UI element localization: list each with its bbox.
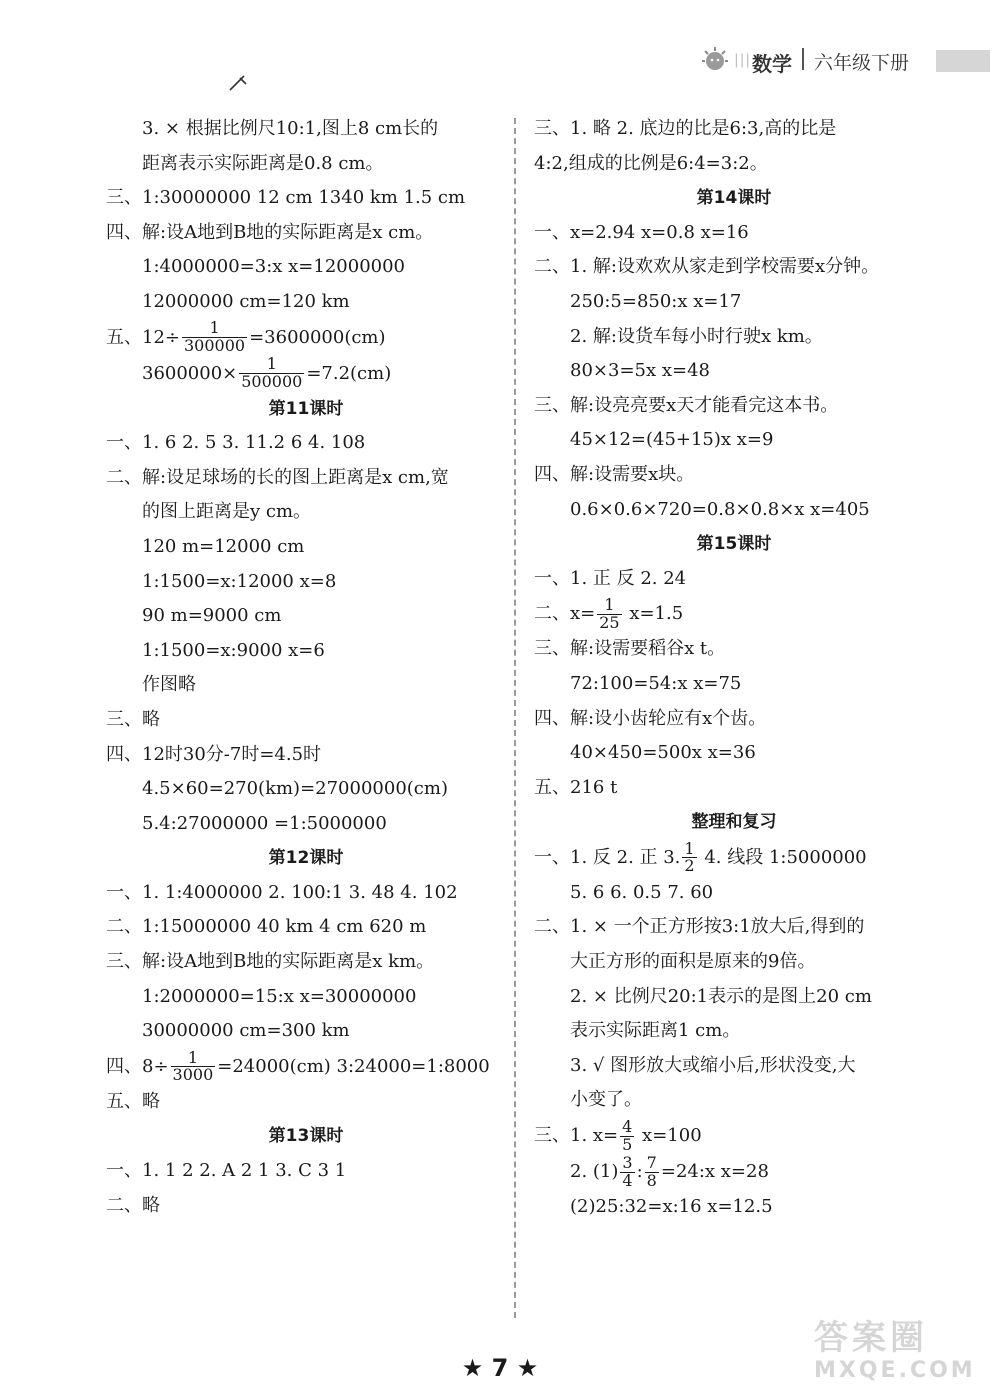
section-heading: 第12课时 (268, 848, 344, 869)
expr-text: 一、1. 反 2. 正 3. (534, 846, 681, 868)
answer-line: 二、1. × 一个正方形按3:1放大后,得到的 (534, 916, 865, 938)
pencil-mark-icon (226, 70, 250, 94)
answer-line: 一、1. 正 反 2. 24 (534, 567, 687, 589)
section-heading: 整理和复习 (691, 812, 777, 833)
answer-line-fraction (534, 840, 934, 876)
expr-text: =24:x x=28 (660, 1161, 769, 1183)
sun-mascot-icon (698, 46, 732, 74)
fraction-numerator: 1 (266, 354, 277, 374)
header-grade: 六年级下册 (814, 52, 910, 74)
fraction (182, 320, 247, 355)
page-number: ★ 7 ★ (461, 1354, 539, 1382)
answer-line-fraction (106, 356, 506, 392)
expr-text: =3600000(cm) (249, 326, 386, 348)
answer-line: 2. 解:设货车每小时行驶x km。 (570, 325, 823, 347)
answer-line: 二、1. 解:设欢欢从家走到学校需要x分钟。 (534, 256, 880, 278)
answer-line: 三、解:设需要稻谷x t。 (534, 638, 726, 660)
fraction-numerator: 3 (622, 1152, 633, 1172)
watermark-top-text: 答案圈 (814, 1318, 928, 1358)
answer-line: 12000000 cm=120 km (142, 290, 350, 312)
answer-line: 四、解:设需要x块。 (534, 463, 695, 485)
fraction-denominator: 500000 (241, 372, 303, 392)
answer-line: 四、解:设A地到B地的实际距离是x cm。 (106, 221, 434, 243)
expr-text: : (636, 1161, 643, 1183)
left-column (106, 112, 506, 1223)
right-column (534, 112, 934, 1225)
watermark-bottom-text: MXQE.COM (814, 1358, 976, 1383)
fraction-denominator: 2 (684, 856, 695, 876)
answer-line: 三、1. 略 2. 底边的比是6:3,高的比是 (534, 118, 837, 139)
answer-line: 3. √ 图形放大或缩小后,形状没变,大 (570, 1054, 856, 1076)
section-heading: 第14课时 (696, 188, 772, 209)
answer-line-fraction (534, 1118, 934, 1154)
expr-text: 四、8÷ (106, 1055, 169, 1077)
expr-text: x=1.5 (623, 603, 684, 625)
fraction (171, 1047, 216, 1085)
fraction-denominator: 5 (622, 1134, 633, 1154)
fraction (620, 1116, 634, 1154)
header-subject: 数学 (752, 52, 792, 76)
expr-text: 3600000× (142, 362, 238, 384)
fraction (645, 1152, 659, 1190)
fraction-numerator: 4 (622, 1116, 633, 1136)
header-grey-bar (936, 50, 990, 72)
answer-line: 250:5=850:x x=17 (570, 290, 742, 312)
expr-text: 二、x= (534, 603, 596, 625)
answer-line: 0.6×0.6×720=0.8×0.8×x x=405 (570, 498, 870, 520)
expr-text: =7.2(cm) (306, 362, 392, 384)
section-heading: 第13课时 (268, 1126, 344, 1147)
answer-line: 距离表示实际距离是0.8 cm。 (142, 152, 384, 174)
answer-line-fraction (106, 1049, 506, 1085)
page-header (690, 42, 990, 82)
fraction-numerator: 1 (209, 318, 220, 338)
answer-line: 作图略 (142, 674, 196, 696)
answer-line: 三、1:30000000 12 cm 1340 km 1.5 cm (106, 187, 466, 209)
answer-line: 1:2000000=15:x x=30000000 (142, 985, 417, 1007)
fraction-denominator: 4 (622, 1170, 633, 1190)
answer-line: 40×450=500x x=36 (570, 742, 756, 764)
answer-line: 四、12时30分-7时=4.5时 (106, 743, 322, 765)
answer-line: 120 m=12000 cm (142, 535, 305, 557)
fraction (682, 838, 696, 876)
answer-line: 大正方形的面积是原来的9倍。 (570, 951, 816, 973)
expr-text: x=100 (636, 1125, 702, 1147)
section-heading: 第11课时 (268, 398, 344, 419)
answer-line: 2. × 比例尺20:1表示的是图上20 cm (570, 985, 872, 1007)
answer-line: 1:4000000=3:x x=12000000 (142, 256, 406, 278)
answer-line: 二、解:设足球场的长的图上距离是x cm,宽 (106, 466, 449, 488)
answer-line-fraction (534, 596, 934, 632)
fraction-denominator: 8 (646, 1170, 657, 1190)
section-heading: 第15课时 (696, 534, 772, 555)
answer-line: 小变了。 (570, 1089, 642, 1111)
expr-text: 4. 线段 1:5000000 (698, 846, 867, 868)
expr-text: 2. (1) (570, 1161, 619, 1183)
answer-line: (2)25:32=x:16 x=12.5 (570, 1196, 773, 1218)
answer-line: 二、略 (106, 1194, 160, 1216)
answer-line: 4:2,组成的比例是6:4=3:2。 (534, 152, 768, 174)
answer-line: 四、解:设小齿轮应有x个齿。 (534, 707, 767, 729)
answer-line: 三、解:设亮亮要x天才能看完这本书。 (534, 394, 839, 416)
answer-line: 3. × 根据比例尺10:1,图上8 cm长的 (142, 118, 439, 139)
answer-line: 三、解:设A地到B地的实际距离是x km。 (106, 951, 435, 973)
header-separator (802, 48, 804, 70)
fraction-numerator: 1 (187, 1047, 198, 1067)
fraction-numerator: 1 (684, 838, 695, 858)
fraction (620, 1152, 634, 1190)
answer-line: 30000000 cm=300 km (142, 1020, 350, 1042)
column-divider (514, 118, 516, 1318)
answer-line: 二、1:15000000 40 km 4 cm 620 m (106, 916, 427, 938)
header-decoration-bars: ||| (734, 52, 752, 68)
expr-text: 五、12÷ (106, 326, 180, 348)
answer-line: 80×3=5x x=48 (570, 360, 710, 382)
answer-line-fraction (534, 1154, 934, 1190)
answer-line-fraction (106, 320, 506, 356)
expr-text: =24000(cm) 3:24000=1:8000 (217, 1055, 490, 1077)
answer-line: 的图上距离是y cm。 (142, 501, 312, 523)
answer-line: 4.5×60=270(km)=27000000(cm) (142, 778, 448, 800)
answer-line: 五、略 (106, 1090, 160, 1112)
answer-line: 5.4:27000000 =1:5000000 (142, 812, 387, 834)
fraction-denominator: 3000 (172, 1065, 214, 1085)
answer-line: 1:1500=x:12000 x=8 (142, 570, 337, 592)
fraction-numerator: 7 (646, 1152, 657, 1172)
answer-line: 表示实际距离1 cm。 (570, 1020, 741, 1042)
answer-line: 72:100=54:x x=75 (570, 672, 742, 694)
fraction-denominator: 25 (599, 612, 620, 632)
fraction (597, 597, 621, 632)
answer-line: 90 m=9000 cm (142, 605, 282, 627)
answer-line: 1:1500=x:9000 x=6 (142, 639, 325, 661)
answer-line: 5. 6 6. 0.5 7. 60 (570, 881, 714, 903)
answer-line: 一、1. 1 2 2. A 2 1 3. C 3 1 (106, 1160, 347, 1182)
answer-line: 一、1. 1:4000000 2. 100:1 3. 48 4. 102 (106, 881, 458, 903)
watermark-logo (814, 1318, 984, 1392)
answer-line: 一、1. 6 2. 5 3. 11.2 6 4. 108 (106, 432, 366, 454)
answer-line: 五、216 t (534, 776, 618, 798)
answer-line: 一、x=2.94 x=0.8 x=16 (534, 221, 749, 243)
fraction-numerator: 1 (604, 595, 615, 615)
fraction-denominator: 300000 (184, 336, 246, 356)
answer-line: 45×12=(45+15)x x=9 (570, 429, 774, 451)
answer-line: 三、略 (106, 708, 160, 730)
expr-text: 三、1. x= (534, 1125, 619, 1147)
fraction (239, 356, 304, 391)
